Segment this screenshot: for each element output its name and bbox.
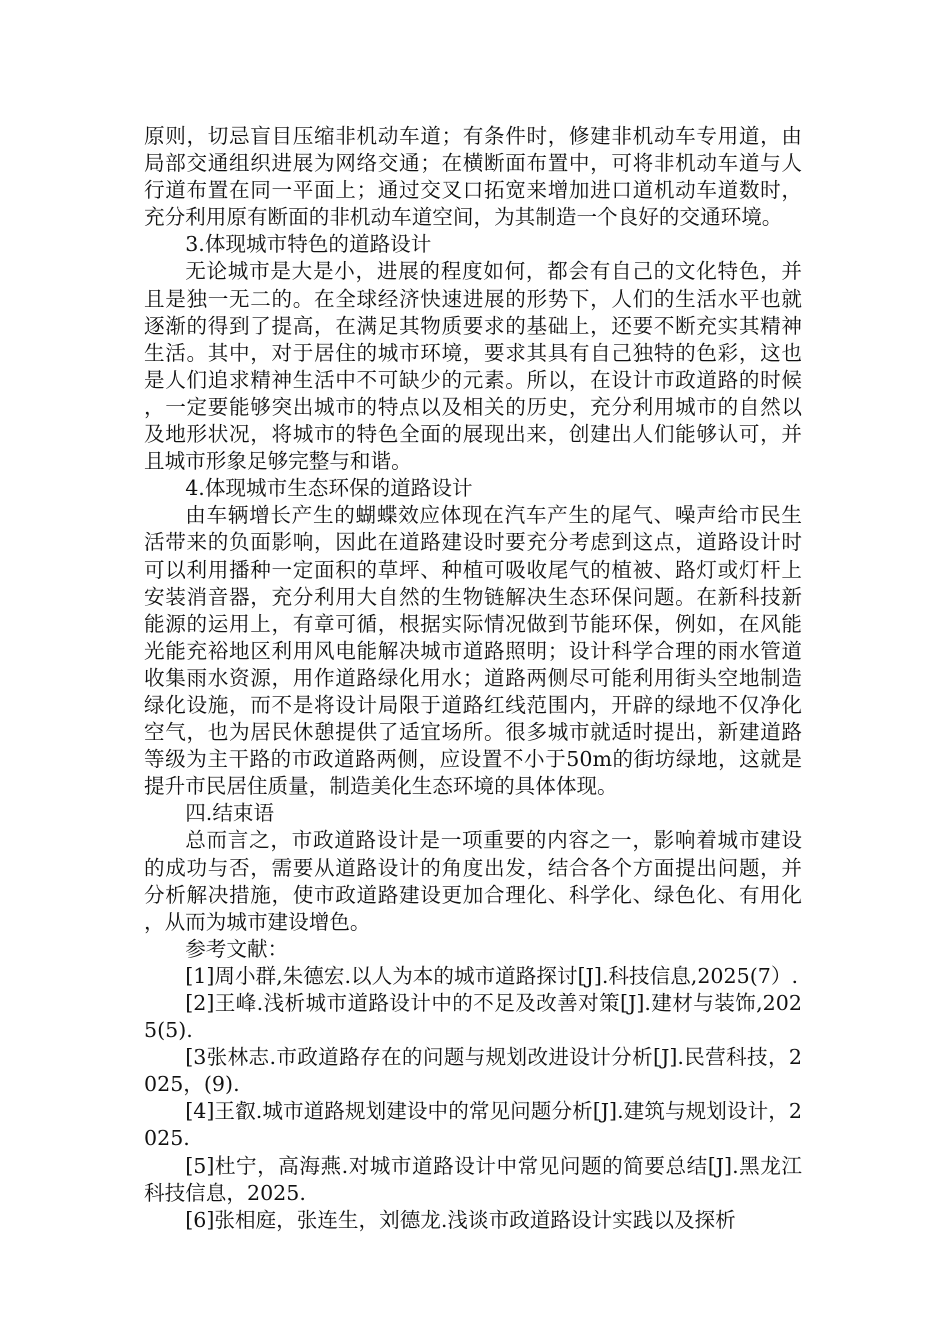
reference-item-4: [4]王叡.城市道路规划建设中的常见问题分析[J].建筑与规划设计，2025. <box>144 1099 802 1151</box>
section-heading-city-features: 3.体现城市特色的道路设计 <box>185 232 432 257</box>
reference-item-1: [1]周小群,朱德宏.以人为本的城市道路探讨[J].科技信息,2025(7）. <box>185 963 799 988</box>
references-heading: 参考文献： <box>185 936 289 961</box>
paragraph-eco-design: 由车辆增长产生的蝴蝶效应体现在汽车产生的尾气、噪声给市民生活带来的负面影响，因此在道路建设时要充分考虑到这点，道路设计时可以利用播种一定面积的草坪、种植可吸收尾气的植被、路灯或灯杆上安装消音器，充分利用大自然的生物链解决生态环保问题。在新科技新能源的运用上，有章可循，根据实际情况做到节能环保，例如，在风能光能充裕地区利用风电能解决城市道路照明；设计科学合理的雨水管道收集雨水资源，用作道路绿化用水；道路两侧尽可能利用街头空地制造绿化设施，而不是将设计局限于道路红线范围内，开辟的绿地不仅净化空气，也为居民休憩提供了适宜场所。很多城市就适时提出，新建道路等级为主干路的市政道路两侧，应设置不小于50m的街坊绿地，这就是提升市民居住质量，制造美化生态环境的具体体现。 <box>144 503 802 799</box>
document-page <box>144 123 802 1234</box>
section-heading-conclusion: 四.结束语 <box>185 801 275 826</box>
section-heading-eco-design: 4.体现城市生态环保的道路设计 <box>185 476 473 501</box>
reference-item-5: [5]杜宁，高海燕.对城市道路设计中常见问题的简要总结[J].黑龙江科技信息，2025. <box>144 1153 802 1205</box>
reference-item-2: [2]王峰.浅析城市道路设计中的不足及改善对策[J].建材与装饰,2025(5). <box>144 991 802 1043</box>
paragraph-nonmotor-lanes: 原则，切忌盲目压缩非机动车道；有条件时，修建非机动车专用道，由局部交通组织进展为网络交通；在横断面布置中，可将非机动车道与人行道布置在同一平面上；通过交叉口拓宽来增加进口道机动车道数时，充分利用原有断面的非机动车道空间，为其制造一个良好的交通环境。 <box>144 124 802 230</box>
paragraph-city-features: 无论城市是大是小，进展的程度如何，都会有自己的文化特色，并且是独一无二的。在全球经济快速进展的形势下，人们的生活水平也就逐渐的得到了提高，在满足其物质要求的基础上，还要不断充实其精神生活。其中，对于居住的城市环境，要求其具有自己独特的色彩，这也是人们追求精神生活中不可缺少的元素。所以，在设计市政道路的时候，一定要能够突出城市的特点以及相关的历史，充分利用城市的自然以及地形状况，将城市的特色全面的展现出来，创建出人们能够认可，并且城市形象足够完整与和谐。 <box>144 259 802 474</box>
reference-item-6: [6]张相庭，张连生，刘德龙.浅谈市政道路设计实践以及探析 <box>185 1207 736 1232</box>
paragraph-conclusion: 总而言之，市政道路设计是一项重要的内容之一，影响着城市建设的成功与否，需要从道路设计的角度出发，结合各个方面提出问题，并分析解决措施，使市政道路建设更加合理化、科学化、绿色化、有用化，从而为城市建设增色。 <box>144 828 802 934</box>
reference-item-3: [3张林志.市政道路存在的问题与规划改进设计分析[J].民营科技，2025，(9). <box>144 1045 802 1097</box>
